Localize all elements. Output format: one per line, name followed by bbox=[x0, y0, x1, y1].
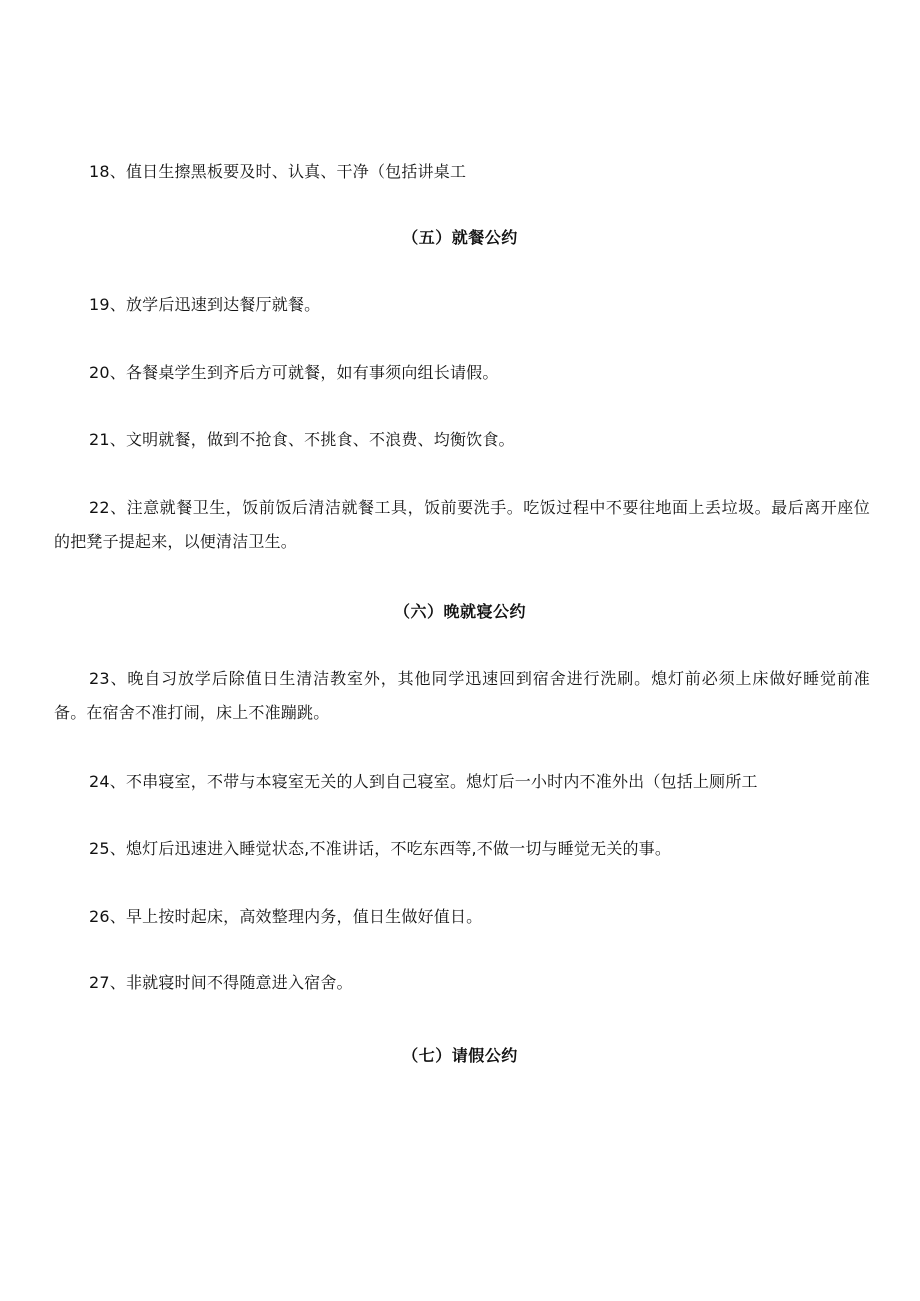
rule-item-21: 21、文明就餐，做到不抢食、不挑食、不浪费、均衡饮食。 bbox=[89, 430, 515, 449]
rule-item-19: 19、放学后迅速到达餐厅就餐。 bbox=[89, 295, 321, 314]
rule-item-24: 24、不串寝室，不带与本寝室无关的人到自己寝室。熄灯后一小时内不准外出（包括上厕所工 bbox=[89, 772, 758, 791]
section-heading-bedtime: （六）晚就寝公约 bbox=[393, 602, 526, 621]
rule-item-22: 22、注意就餐卫生，饭前饭后清洁就餐工具，饭前要洗手。吃饭过程中不要往地面上丢垃圾。最后离开座位的把凳子提起来，以便清洁卫生。 bbox=[54, 498, 870, 551]
rule-item-27: 27、非就寝时间不得随意进入宿舍。 bbox=[89, 973, 353, 992]
rule-item-26: 26、早上按时起床，高效整理内务，值日生做好值日。 bbox=[89, 907, 483, 926]
rule-item-20: 20、各餐桌学生到齐后方可就餐，如有事须向组长请假。 bbox=[89, 363, 499, 382]
section-heading-dining: （五）就餐公约 bbox=[402, 228, 518, 247]
rule-item-23: 23、晚自习放学后除值日生清洁教室外，其他同学迅速回到宿舍进行洗刷。熄灯前必须上床做好睡觉前准备。在宿舍不准打闹，床上不准蹦跳。 bbox=[54, 669, 870, 722]
section-heading-leave: （七）请假公约 bbox=[402, 1046, 518, 1065]
rule-item-25: 25、熄灯后迅速进入睡觉状态,不准讲话，不吃东西等,不做一切与睡觉无关的事。 bbox=[89, 839, 672, 858]
rule-item-18: 18、值日生擦黑板要及时、认真、干净（包括讲桌工 bbox=[89, 162, 467, 181]
